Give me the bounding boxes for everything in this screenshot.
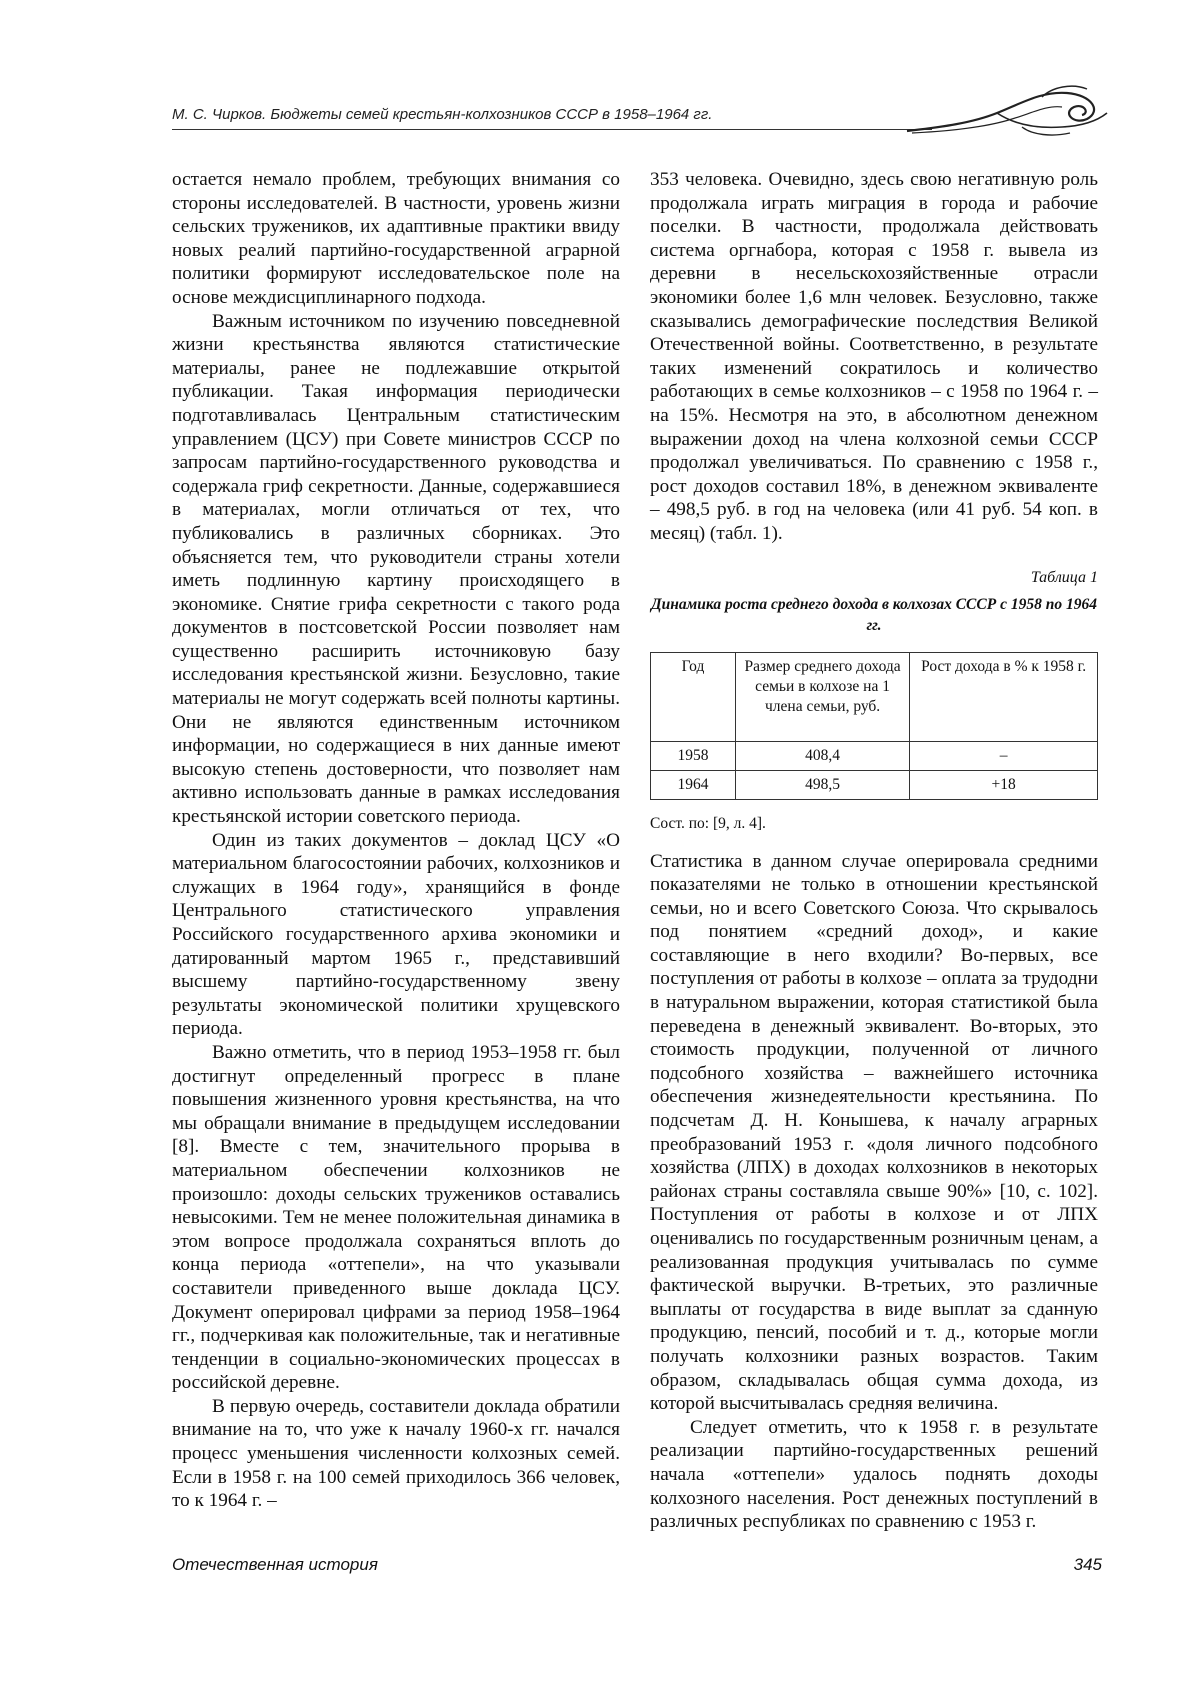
table-source: Сост. по: [9, л. 4]. [650, 814, 766, 832]
paragraph: Важно отметить, что в период 1953–1958 гг. был достигнут определенный прогресс в плане повышения жизненного уровня крестьянства, на что мы обращали внимание в предыдущем исследовании [8]. Вместе с тем, значительного прорыва в материальном обеспечении колхозников не произошло: доходы сельских тружеников оставались невысокими. Тем не менее положительная динамика в этом вопросе продолжала сохраняться вплоть до конца периода «оттепели», на что указывали составители приведенного выше доклада ЦСУ. Документ оперировал цифрами за период 1958–1964 гг., подчеркивая как положительные, так и негативные тенденции в социально-экономических процессах в российской деревне. [172, 1041, 620, 1394]
cell-year: 1964 [651, 770, 736, 799]
cell-growth: +18 [910, 770, 1098, 799]
page-number: 345 [1073, 1555, 1102, 1574]
ornament-icon [902, 83, 1112, 143]
paragraph: остается немало проблем, требующих внимания со стороны исследователей. В частности, уровень жизни сельских тружеников, их адаптивные практики ввиду новых реалий партийно-государственной аграрной политики формируют исследовательское поле на основе междисциплинарного подхода. [172, 169, 620, 308]
paragraph: Статистика в данном случае оперировала средними показателями не только в отношении крестьянской семьи, но и всего Советского Союза. Что скрывалось под понятием «средний доход», и какие составляющие в него входили? Во-первых, все поступления от работы в колхозе – оплата за трудодни в натуральном выражении, которая статистикой была переведена в денежный эквивалент. Во-вторых, это стоимость продукции, полученной от личного подсобного хозяйства – важнейшего источника обеспечения жизнедеятельности крестьянина. По подсчетам Д. Н. Конышева, к началу аграрных преобразований 1953 г. «доля личного подсобного хозяйства (ЛПХ) в доходах колхозников в некоторых районах страны составляла свыше 90%» [10, с. 102]. Поступления от работы в колхозе и от ЛПХ оценивались по государственным розничным ценам, а реализованная продукция учитывалась по сумме фактической выручки. В-третьих, это различные выплаты от государства в виде выплат за сданную продукцию, пенсий, пособий и т. д., которые могли получать колхозники разных возрастов. Таким образом, складывалась общая сумма дохода, из которой высчитывалась средняя величина. [650, 850, 1098, 1415]
cell-income: 498,5 [735, 770, 909, 799]
journal-title: Отечественная история [172, 1555, 378, 1574]
column-header-growth: Рост дохода в % к 1958 г. [910, 652, 1098, 741]
paragraph: Важным источником по изучению повседневной жизни крестьянства являются статистические материалы, ранее не подлежавшие открытой публикации. Такая информация периодически подготавливалась Центральным статистическим управлением (ЦСУ) при Совете министров СССР по запросам партийно-государственного руководства и содержала гриф секретности. Данные, содержавшиеся в материалах, могли отличаться от тех, что публиковались в различных сборниках. Это объясняется тем, что руководители страны хотели иметь подлинную картину происходящего в экономике. Снятие грифа секретности с такого рода документов в постсоветской России позволяет нам существенно расширить источниковую базу исследования крестьянской жизни. Безусловно, такие материалы не могут содержать всей полноты картины. Они не являются единственным источником информации, но содержащиеся в них данные имеют высокую степень достоверности, что позволяет нам активно использовать данные в рамках исследования крестьянской истории советского периода. [172, 310, 620, 828]
table-caption: Таблица 1 [1030, 568, 1098, 586]
paragraph: Один из таких документов – доклад ЦСУ «О материальном благосостоянии рабочих, колхозников и служащих в 1964 году», хранящийся в фонде Центрального статистического управления Российского государственного архива экономики и датированный мартом 1965 г., представивший высшему партийно-государственному звену результаты экономической политики хрущевского периода. [172, 829, 620, 1040]
left-column [172, 168, 620, 1513]
paragraph: Следует отметить, что к 1958 г. в результате реализации партийно-государственных решений начала «оттепели» удалось поднять доходы колхозного населения. Рост денежных поступлений в различных республиках по сравнению с 1953 г. [650, 1416, 1098, 1533]
cell-income: 408,4 [735, 741, 909, 770]
table-header-row [651, 652, 1098, 741]
income-table [650, 652, 1098, 800]
table-title: Динамика роста среднего дохода в колхозах СССР с 1958 по 1964 гг. [651, 595, 1097, 634]
column-header-year: Год [651, 652, 736, 741]
running-title: М. С. Чирков. Бюджеты семей крестьян-колхозников СССР в 1958–1964 гг. [172, 106, 713, 123]
paragraph: 353 человека. Очевидно, здесь свою негативную роль продолжала играть миграция в города и рабочие поселки. В частности, продолжала действовать система оргнабора, которая с 1958 г. вывела из деревни в несельскохозяйственные отрасли экономики более 1,6 млн человек. Безусловно, также сказывались демографические последствия Великой Отечественной войны. Соответственно, в результате таких изменений сократилось и количество работающих в семье колхозников – с 1958 по 1964 г. – на 15%. Несмотря на это, в абсолютном денежном выражении доход на члена колхозной семьи СССР продолжал увеличиваться. По сравнению с 1958 г., рост доходов составил 18%, в денежном эквиваленте – 498,5 руб. в год на человека (или 41 руб. 54 коп. в месяц) (табл. 1). [650, 169, 1098, 544]
right-column [650, 168, 1098, 1534]
running-header [172, 95, 1102, 135]
table-row [651, 770, 1098, 799]
paragraph: В первую очередь, составители доклада обратили внимание на то, что уже к началу 1960-х гг. начался процесс уменьшения численности колхозных семей. Если в 1958 г. на 100 семей приходилось 366 человек, то к 1964 г. – [172, 1395, 620, 1512]
header-rule [172, 129, 932, 130]
cell-year: 1958 [651, 741, 736, 770]
cell-growth: – [910, 741, 1098, 770]
column-header-income: Размер среднего дохода семьи в колхозе на 1 члена семьи, руб. [735, 652, 909, 741]
page-footer [172, 1555, 1102, 1579]
table-row [651, 741, 1098, 770]
